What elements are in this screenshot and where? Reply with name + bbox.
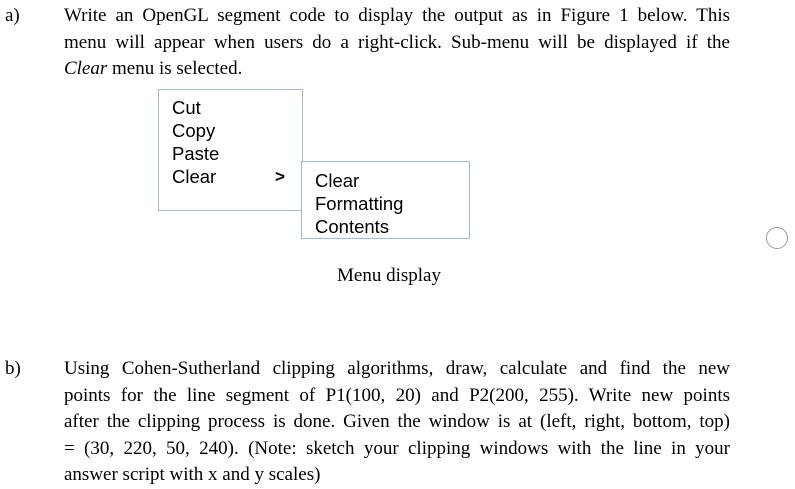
menu-item-clear[interactable]: Clear	[172, 166, 217, 187]
question-b-line-1: Using Cohen-Sutherland clipping algorithms, draw, calculate and find the new	[64, 358, 730, 379]
figure-caption: Menu display	[337, 265, 441, 286]
submenu-item-contents[interactable]: Contents	[315, 216, 390, 237]
question-b-text	[64, 356, 730, 489]
question-a-label: a)	[5, 5, 20, 26]
question-a-line-2: menu will appear when users do a right-click. Sub-menu will be displayed if the	[64, 31, 730, 53]
question-a-line-1: Write an OpenGL segment code to display the output as in Figure 1 below. This	[64, 5, 730, 26]
question-b-line-4: = (30, 220, 50, 240). (Note: sketch your clipping windows with the line in your	[64, 437, 730, 459]
menu-item-cut[interactable]: Cut	[172, 97, 201, 118]
submenu-item-formatting[interactable]: Formatting	[315, 193, 404, 214]
question-b-line-3: after the clipping process is done. Given the window is at (left, right, bottom, top)	[64, 411, 730, 432]
question-b-line-2: points for the line segment of P1(100, 20) and P2(200, 255). Write new points	[64, 384, 730, 406]
question-a-line-3	[64, 56, 730, 83]
question-a-line-3-rest: menu is selected.	[107, 58, 243, 79]
clear-italic-word: Clear	[64, 58, 108, 79]
menu-item-paste[interactable]: Paste	[172, 143, 220, 164]
clear-submenu	[301, 161, 470, 239]
question-a-text	[64, 3, 730, 83]
submenu-item-clear[interactable]: Clear	[315, 170, 360, 191]
submenu-arrow-icon: >	[275, 167, 285, 186]
menu-item-copy[interactable]: Copy	[172, 120, 216, 141]
context-menu	[158, 89, 303, 211]
question-b-label: b)	[5, 358, 21, 379]
radio-circle-icon[interactable]	[766, 227, 788, 249]
question-b-line-5: answer script with x and y scales)	[64, 464, 321, 485]
